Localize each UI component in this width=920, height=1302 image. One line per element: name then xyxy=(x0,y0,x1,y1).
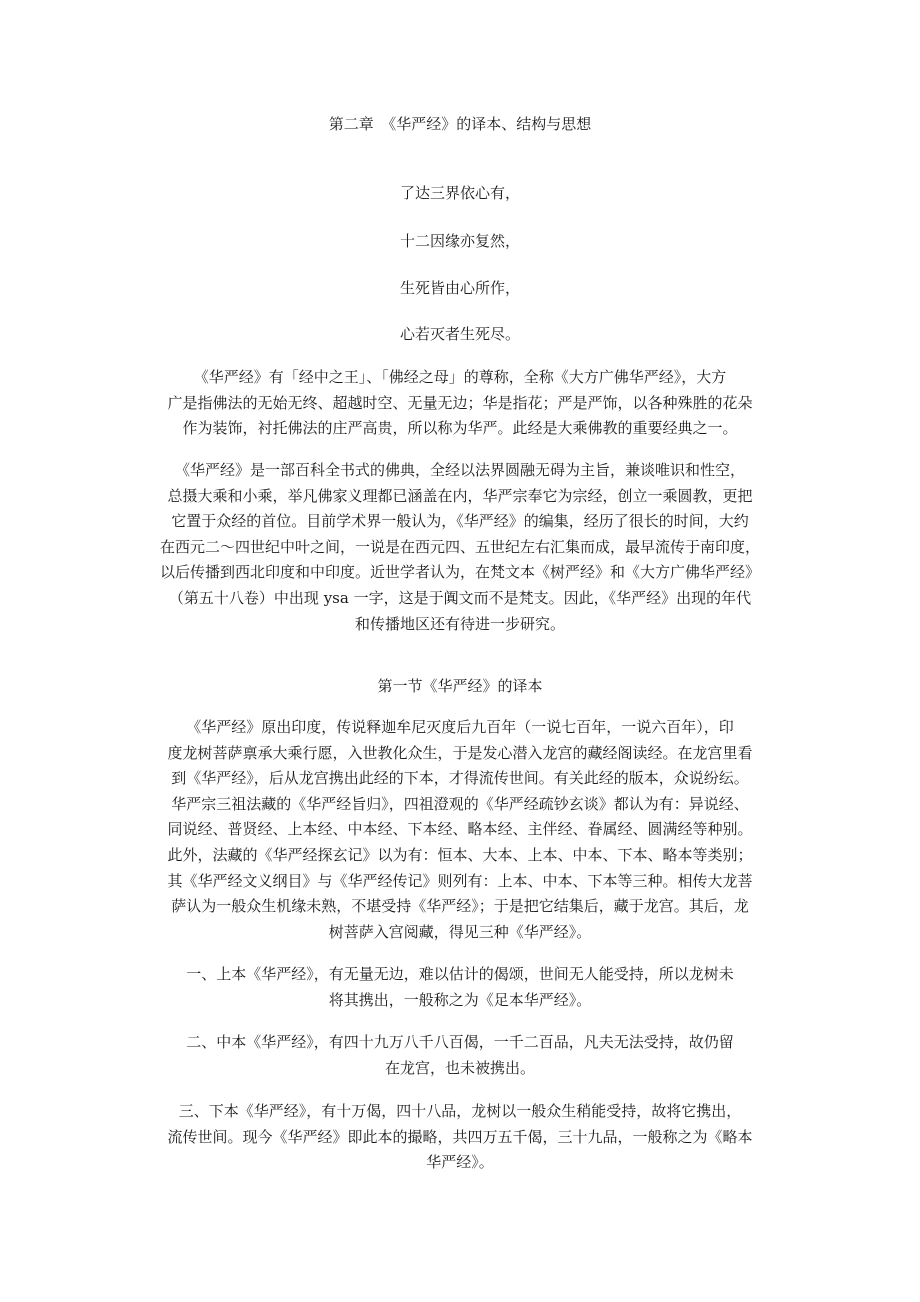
text-line: 其《华严经文义纲目》与《华严经传记》则列有：上本、中本、下本等三种。相传大龙菩 xyxy=(167,871,753,890)
intro-paragraph xyxy=(138,365,782,442)
text-line: 华严宗三祖法藏的《华严经旨归》，四祖澄观的《华严经疏钞玄谈》都认为有：异说经、 xyxy=(171,794,749,813)
text-line: 在西元二～四世纪中叶之间，一说是在西元四、五世纪左右汇集而成，最早流传于南印度， xyxy=(159,537,760,556)
chapter-title: 第二章 《华严经》的译本、结构与思想 xyxy=(328,115,592,133)
text-line: 树菩萨入宫阅藏，得见三种《华严经》。 xyxy=(328,922,592,941)
text-line: 度龙树菩萨禀承大乘行愿，入世教化众生，于是发心潜入龙宫的藏经阁读经。在龙宫里看 xyxy=(167,743,753,762)
overview-paragraph xyxy=(138,458,782,637)
text-line: 华严经》。 xyxy=(426,1153,494,1172)
text-line: （第五十八卷）中出现 ysa 一字，这是于阗文而不是梵支。因此，《华严经》出现的年代 xyxy=(168,588,752,607)
text-line: 同说经、普贤经、上本经、中本经、下本经、略本经、主伴经、眷属经、圆满经等种别。 xyxy=(167,820,753,839)
text-line: 作为装饰，衬托佛法的庄严高贵，所以称为华严。此经是大乘佛教的重要经典之一。 xyxy=(182,419,738,438)
lower-version-paragraph xyxy=(138,1099,782,1176)
text-line: 此外，法藏的《华严经探玄记》以为有：恒本、大本、上本、中本、下本、略本等类别； xyxy=(167,845,753,864)
verse-line: 十二因缘亦复然， xyxy=(399,232,520,250)
text-line: 总摄大乘和小乘，举凡佛家义理都已涵盖在内，华严宗奉它为宗经，创立一乘圆教，更把 xyxy=(167,486,753,505)
text-line: 和传播地区还有待进一步研究。 xyxy=(354,614,565,633)
text-line: 《华严经》原出印度，传说释迦牟尼灭度后九百年（一说七百年，一说六百年），印 xyxy=(186,718,734,736)
text-line: 到《华严经》，后从龙宫携出此经的下本，才得流传世间。有关此经的版本，众说纷纭。 xyxy=(171,769,749,788)
text-line: 在龙宫，也未被携出。 xyxy=(384,1058,535,1077)
verse-line: 心若灭者生死尽。 xyxy=(399,325,520,343)
text-line: 《华严经》有「经中之王」、「佛经之母」的尊称，全称《大方广佛华严经》，大方 xyxy=(193,368,727,386)
text-line: 萨认为一般众生机缘未熟，不堪受持《华严经》；于是把它结集后，藏于龙宫。其后，龙 xyxy=(171,897,749,916)
verse-line: 生死皆由心所作， xyxy=(399,279,520,297)
verse-line: 了达三界依心有， xyxy=(399,184,520,202)
document-page xyxy=(138,0,782,1302)
text-line: 它置于众经的首位。目前学术界一般认为，《华严经》的编集，经历了很长的时间，大约 xyxy=(171,512,749,531)
text-line: 流传世间。现今《华严经》即此本的撮略，共四万五千偈，三十九品，一般称之为《略本 xyxy=(167,1127,753,1146)
text-line: 三、下本《华严经》，有十万偈，四十八品，龙树以一般众生稍能受持，故将它携出， xyxy=(178,1102,742,1120)
upper-version-paragraph xyxy=(138,962,782,1013)
text-line: 将其携出，一般称之为《足本华严经》。 xyxy=(328,990,592,1009)
section-title: 第一节《华严经》的译本 xyxy=(377,677,543,695)
text-line: 一、上本《华严经》，有无量无边，难以估计的偈颂，世间无人能受持，所以龙树未 xyxy=(186,965,734,983)
text-line: 广是指佛法的无始无终、超越时空、无量无边；华是指花；严是严饰，以各种殊胜的花朵 xyxy=(167,393,753,412)
text-line: 以后传播到西北印度和中印度。近世学者认为，在梵文本《树严经》和《大方广佛华严经》 xyxy=(159,563,760,582)
text-line: 二、中本《华严经》，有四十九万八千八百偈，一千二百品，凡夫无法受持，故仍留 xyxy=(186,1033,734,1051)
middle-version-paragraph xyxy=(138,1030,782,1081)
text-line: 《华严经》是一部百科全书式的佛典，全经以法界圆融无碍为主旨，兼谈唯识和性空， xyxy=(174,461,745,479)
translation-paragraph xyxy=(138,715,782,945)
